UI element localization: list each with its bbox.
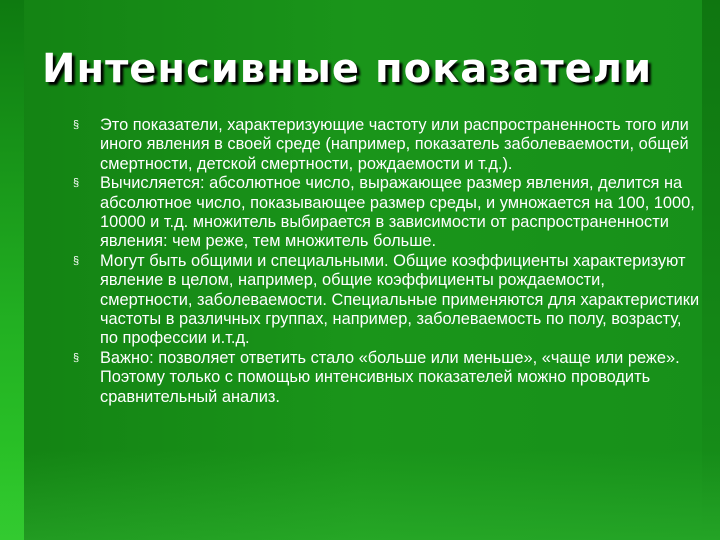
section-bullet-icon: § [73,177,80,190]
bottom-glow [0,450,720,540]
list-item [70,174,700,252]
list-item-text: Это показатели, характеризующие частоту или распространенность того или иного явления в своей среде (например, показатель заболеваемости, общей смертности, детской смертности, рождаемости и т.д.). [100,116,689,173]
list-item [70,252,700,349]
list-item [70,116,700,174]
list-item-text: Могут быть общими и специальными. Общие коэффициенты характеризуют явление в целом, например, общие коэффициенты рождаемости, смертности, заболеваемости. Специальные применяются для характеристики частоты в различных группах, например, заболеваемость по полу, возрасту, по профессии и.т.д. [100,251,700,348]
list-item-text: Важно: позволяет ответить стало «больше или меньше», «чаще или реже». Поэтому только с помощью интенсивных показателей можно проводить сравнительный анализ. [100,348,680,406]
list-item-text: Вычисляется: абсолютное число, выражающее размер явления, делится на абсолютное число, показывающее размер среды, и умножается на 100, 1000, 10000 и т.д. множитель выбирается в зависимости от распространенности явления: чем реже, тем множитель больше. [100,174,695,251]
section-bullet-icon: § [73,351,80,364]
section-bullet-icon: § [73,254,80,267]
section-bullet-icon: § [73,119,80,131]
list-item [70,349,700,407]
bullet-list [70,116,700,407]
slide-title: Интенсивные показатели [42,46,653,92]
